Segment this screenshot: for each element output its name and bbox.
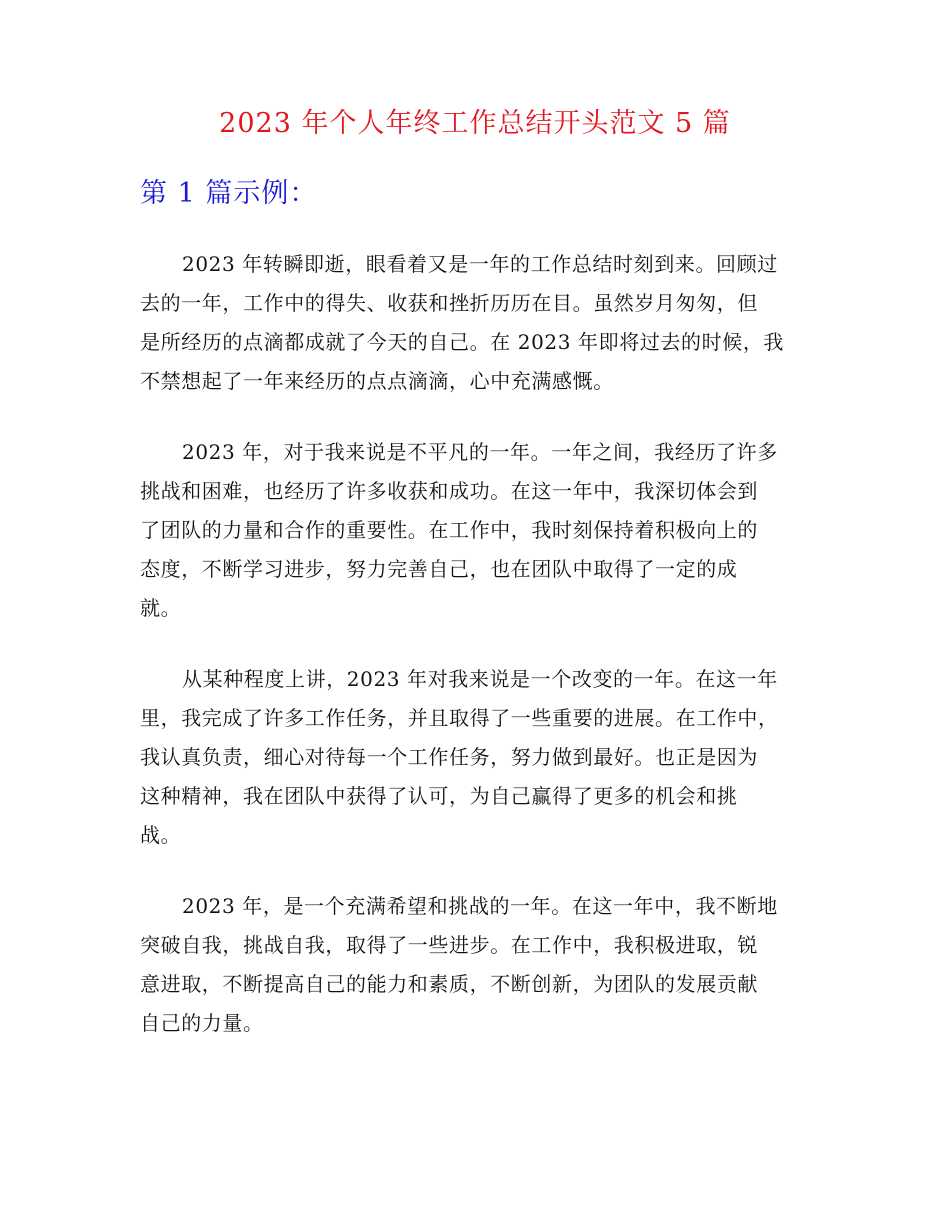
paragraph-line: 战。 — [140, 823, 182, 847]
paragraph-line: 这种精神，我在团队中获得了认可，为自己赢得了更多的机会和挑 — [140, 784, 738, 808]
paragraph-line: 挑战和困难，也经历了许多收获和成功。在这一年中，我深切体会到 — [140, 479, 758, 503]
document-title: 2023 年个人年终工作总结开头范文 5 篇 — [219, 108, 731, 139]
paragraph-line: 突破自我，挑战自我，取得了一些进步。在工作中，我积极进取，锐 — [140, 933, 758, 957]
paragraph-line: 从某种程度上讲，2023 年对我来说是一个改变的一年。在这一年 — [182, 667, 778, 691]
paragraph-line: 不禁想起了一年来经历的点点滴滴，心中充满感慨。 — [140, 369, 614, 393]
document-body — [140, 245, 840, 1075]
paragraph-line: 去的一年，工作中的得失、收获和挫折历历在目。虽然岁月匆匆，但 — [140, 291, 758, 315]
paragraph-line: 就。 — [140, 596, 182, 620]
paragraph-line: 了团队的力量和合作的重要性。在工作中，我时刻保持着积极向上的 — [140, 518, 758, 542]
paragraph-line: 是所经历的点滴都成就了今天的自己。在 2023 年即将过去的时候，我 — [140, 330, 785, 354]
paragraph-line: 意进取，不断提高自己的能力和素质，不断创新，为团队的发展贡献 — [140, 972, 758, 996]
paragraph-4 — [140, 887, 840, 1043]
paragraph-2 — [140, 433, 840, 628]
paragraph-1 — [140, 245, 840, 401]
paragraph-line: 态度，不断学习进步，努力完善自己，也在团队中取得了一定的成 — [140, 557, 738, 581]
paragraph-line: 2023 年转瞬即逝，眼看着又是一年的工作总结时刻到来。回顾过 — [182, 252, 778, 276]
paragraph-line: 自己的力量。 — [140, 1011, 264, 1035]
section-heading: 第 1 篇示例： — [140, 178, 318, 209]
paragraph-line: 2023 年，是一个充满希望和挑战的一年。在这一年中，我不断地 — [182, 894, 778, 918]
paragraph-3 — [140, 660, 840, 855]
paragraph-line: 里，我完成了许多工作任务，并且取得了一些重要的进展。在工作中， — [140, 706, 779, 730]
paragraph-line: 2023 年，对于我来说是不平凡的一年。一年之间，我经历了许多 — [182, 440, 778, 464]
paragraph-line: 我认真负责，细心对待每一个工作任务，努力做到最好。也正是因为 — [140, 745, 758, 769]
